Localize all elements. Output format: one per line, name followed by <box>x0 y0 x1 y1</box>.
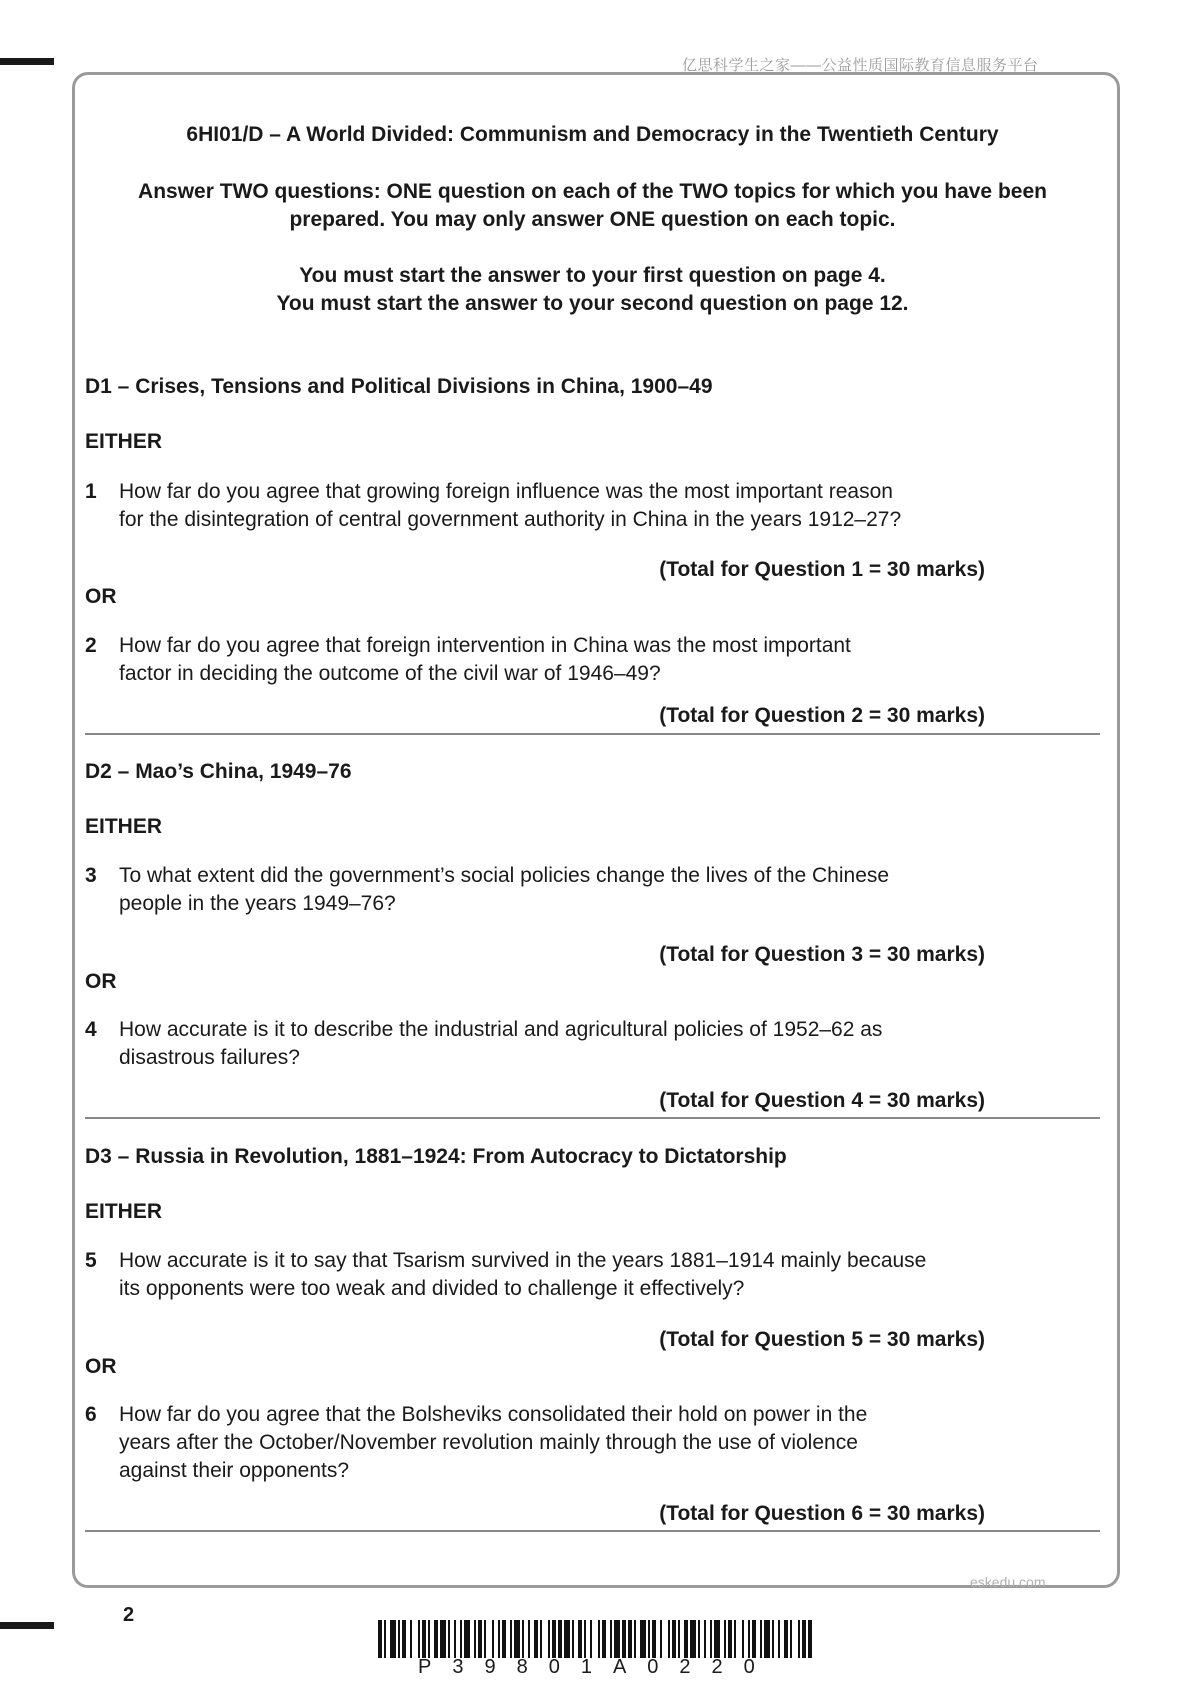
barcode-bar <box>614 1620 620 1658</box>
barcode-bar <box>684 1620 688 1658</box>
question-marks: (Total for Question 4 = 30 marks) <box>659 1089 985 1112</box>
question-marks: (Total for Question 2 = 30 marks) <box>659 704 985 727</box>
barcode-bar <box>704 1620 706 1658</box>
question-text: How accurate is it to say that Tsarism survived in the years 1881–1914 mainly because <box>119 1249 927 1272</box>
question-text: disastrous failures? <box>119 1046 300 1069</box>
question-text: How accurate is it to describe the industrial and agricultural policies of 1952–62 as <box>119 1018 883 1041</box>
barcode-bar <box>784 1620 788 1658</box>
barcode-bar <box>584 1620 586 1658</box>
question-text: How far do you agree that the Bolsheviks consolidated their hold on power in the <box>119 1403 868 1426</box>
question-2 <box>85 632 985 688</box>
or-label: OR <box>85 970 117 993</box>
question-marks: (Total for Question 5 = 30 marks) <box>659 1328 985 1351</box>
barcode-bar <box>418 1620 420 1658</box>
question-text: for the disintegration of central government authority in China in the years 1912–27? <box>119 508 902 531</box>
barcode-bar <box>652 1620 656 1658</box>
barcode-bar <box>602 1620 606 1658</box>
barcode-bar <box>634 1620 636 1658</box>
barcode-bar <box>808 1620 812 1658</box>
barcode-bar <box>522 1620 524 1658</box>
barcode-bar <box>622 1620 626 1658</box>
barcode-bar <box>552 1620 556 1658</box>
barcode-bar <box>778 1620 780 1658</box>
section-divider <box>85 733 1100 735</box>
barcode-bar <box>510 1620 512 1658</box>
barcode-bar <box>802 1620 806 1658</box>
question-number: 2 <box>85 634 97 657</box>
question-number: 1 <box>85 480 97 503</box>
section-title-d1: D1 – Crises, Tensions and Political Divisions in China, 1900–49 <box>85 375 713 398</box>
barcode-bar <box>690 1620 696 1658</box>
barcode-bar <box>410 1620 412 1658</box>
question-1 <box>85 478 985 534</box>
either-label: EITHER <box>85 430 163 453</box>
watermark-bottom: eskedu.com <box>970 1574 1046 1590</box>
barcode-bar <box>698 1620 700 1658</box>
barcode-bar <box>790 1620 792 1658</box>
question-4 <box>85 1016 985 1072</box>
question-3 <box>85 862 985 918</box>
barcode-bar <box>534 1620 538 1658</box>
either-label: EITHER <box>85 815 163 838</box>
barcode-bar <box>448 1620 450 1658</box>
barcode-bar <box>558 1620 562 1658</box>
question-marks: (Total for Question 6 = 30 marks) <box>659 1502 985 1525</box>
start-page-instructions <box>85 262 1100 318</box>
barcode-bar <box>378 1620 382 1658</box>
barcode-bar <box>734 1620 736 1658</box>
barcode-bar <box>572 1620 574 1658</box>
barcode-bar <box>742 1620 744 1658</box>
barcode-bar <box>672 1620 676 1658</box>
section-divider <box>85 1530 1100 1532</box>
barcode-bar <box>678 1620 680 1658</box>
question-text: How far do you agree that growing foreign influence was the most important reason <box>119 480 893 503</box>
instructions-block <box>85 178 1100 234</box>
barcode <box>378 1620 813 1658</box>
section-title-d3: D3 – Russia in Revolution, 1881–1924: From Autocracy to Dictatorship <box>85 1145 787 1168</box>
barcode-bar <box>714 1620 720 1658</box>
barcode-bar <box>402 1620 406 1658</box>
barcode-bar <box>492 1620 494 1658</box>
barcode-bar <box>484 1620 486 1658</box>
barcode-bar <box>752 1620 756 1658</box>
barcode-bar <box>648 1620 650 1658</box>
barcode-bar <box>748 1620 750 1658</box>
registration-mark-bottom <box>0 1622 54 1629</box>
barcode-bar <box>478 1620 482 1658</box>
barcode-bar <box>640 1620 646 1658</box>
instruction-line: Answer TWO questions: ONE question on each of the TWO topics for which you have been <box>138 180 1047 203</box>
barcode-bar <box>760 1620 762 1658</box>
question-6 <box>85 1401 985 1485</box>
barcode-bar <box>564 1620 570 1658</box>
barcode-bar <box>578 1620 582 1658</box>
barcode-bar <box>548 1620 550 1658</box>
barcode-bar <box>772 1620 774 1658</box>
question-text: To what extent did the government’s social policies change the lives of the Chinese <box>119 864 890 887</box>
barcode-bar <box>454 1620 456 1658</box>
barcode-bar <box>598 1620 600 1658</box>
barcode-bar <box>590 1620 592 1658</box>
section-title-d2: D2 – Mao’s China, 1949–76 <box>85 760 352 783</box>
question-text: years after the October/November revolution mainly through the use of violence <box>119 1431 858 1454</box>
barcode-bar <box>668 1620 670 1658</box>
barcode-bar <box>498 1620 500 1658</box>
barcode-bar <box>710 1620 712 1658</box>
barcode-text: P39801A0220 <box>418 1656 776 1678</box>
barcode-bar <box>628 1620 632 1658</box>
question-number: 6 <box>85 1403 97 1426</box>
question-text: factor in deciding the outcome of the civil war of 1946–49? <box>119 662 661 685</box>
barcode-bar <box>428 1620 430 1658</box>
paper-title: 6HI01/D – A World Divided: Communism and Democracy in the Twentieth Century <box>186 123 999 146</box>
question-text: against their opponents? <box>119 1459 350 1482</box>
question-marks: (Total for Question 3 = 30 marks) <box>659 943 985 966</box>
barcode-bar <box>434 1620 438 1658</box>
barcode-bar <box>660 1620 662 1658</box>
barcode-bar <box>440 1620 446 1658</box>
or-label: OR <box>85 1355 117 1378</box>
instruction-line: prepared. You may only answer ONE question on each topic. <box>289 208 896 231</box>
question-5 <box>85 1247 985 1303</box>
either-label: EITHER <box>85 1200 163 1223</box>
barcode-bar <box>464 1620 470 1658</box>
section-divider <box>85 1117 1100 1119</box>
barcode-bar <box>460 1620 462 1658</box>
question-number: 4 <box>85 1018 97 1041</box>
question-text: its opponents were too weak and divided to challenge it effectively? <box>119 1277 745 1300</box>
question-text: people in the years 1949–76? <box>119 892 396 915</box>
barcode-bar <box>540 1620 542 1658</box>
barcode-bar <box>764 1620 770 1658</box>
registration-mark-top <box>0 58 54 65</box>
barcode-bar <box>398 1620 400 1658</box>
question-marks: (Total for Question 1 = 30 marks) <box>659 558 985 581</box>
barcode-bar <box>724 1620 726 1658</box>
barcode-bar <box>384 1620 386 1658</box>
or-label: OR <box>85 585 117 608</box>
barcode-bar <box>502 1620 506 1658</box>
question-text: How far do you agree that foreign intervention in China was the most important <box>119 634 851 657</box>
barcode-bar <box>798 1620 800 1658</box>
question-number: 5 <box>85 1249 97 1272</box>
barcode-bar <box>514 1620 520 1658</box>
watermark-top: 亿思科学生之家——公益性质国际教育信息服务平台 <box>682 57 1039 74</box>
barcode-bar <box>390 1620 396 1658</box>
barcode-bar <box>610 1620 612 1658</box>
instruction-line: You must start the answer to your first question on page 4. <box>299 264 886 287</box>
page-number: 2 <box>123 1604 135 1626</box>
barcode-bar <box>728 1620 732 1658</box>
instruction-line: You must start the answer to your second question on page 12. <box>276 292 909 315</box>
barcode-bar <box>528 1620 530 1658</box>
barcode-bar <box>474 1620 476 1658</box>
barcode-bar <box>422 1620 426 1658</box>
question-number: 3 <box>85 864 97 887</box>
